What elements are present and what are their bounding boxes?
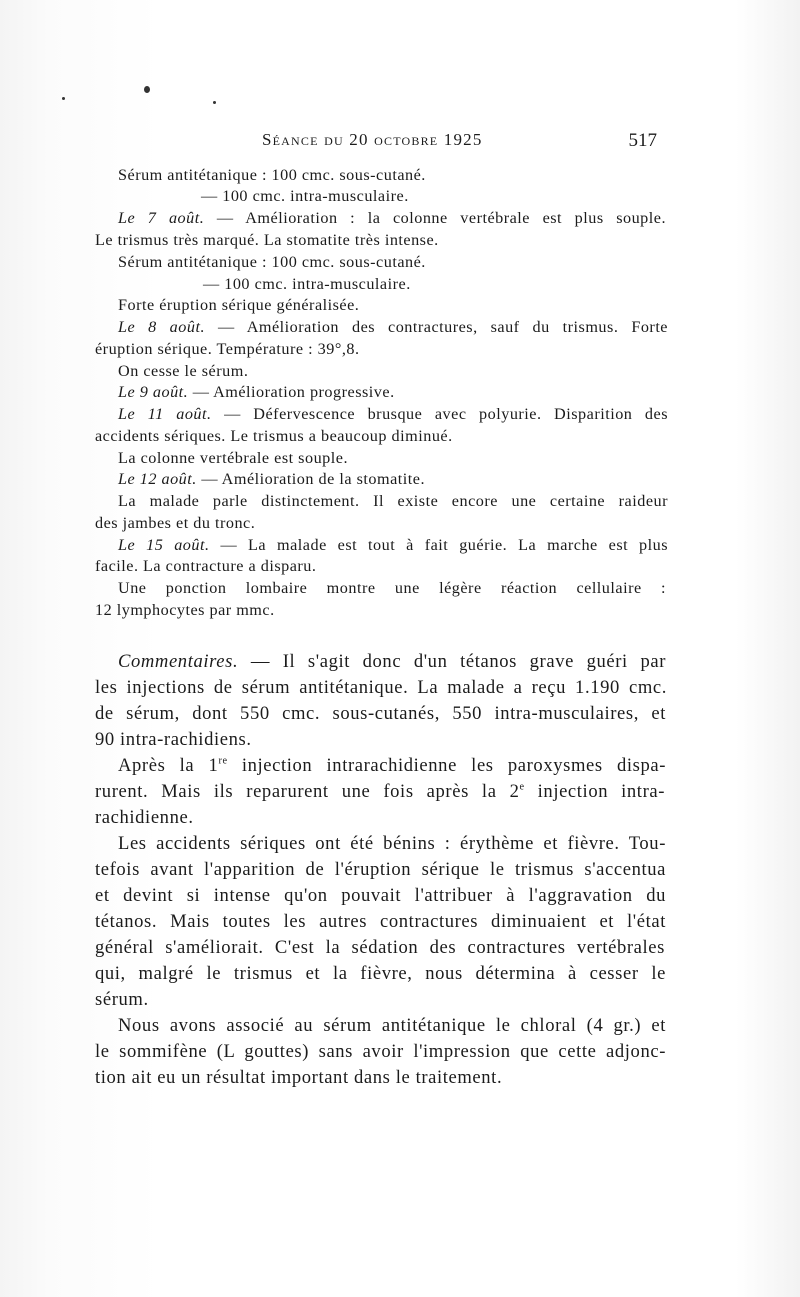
running-header [262, 130, 657, 154]
note-line-20: Une ponction lombaire montre une légère réaction cellulaire : [118, 579, 666, 597]
body-line-10: et devint si intense qu'on pouvait l'attribuer à l'aggravation du [95, 885, 666, 906]
body-line-7: rachidienne. [95, 807, 194, 828]
note-line-13: accidents sériques. Le trismus a beaucoup diminué. [95, 427, 453, 445]
body-line-15: Nous avons associé au sérum antitétanique le chloral (4 gr.) et [118, 1015, 666, 1036]
ink-speck [144, 86, 150, 93]
note-line-21: 12 lymphocytes par mmc. [95, 601, 275, 619]
date-label: Le 9 août. [118, 383, 189, 401]
date-label: Le 7 août. [118, 209, 205, 227]
body-line-16: le sommifène (L gouttes) sans avoir l'impression que cette adjonc- [95, 1041, 666, 1062]
note-line-15: Le 12 août. — Amélioration de la stomatite. [118, 470, 425, 488]
body-line-8: Les accidents sériques ont été bénins : érythème et fièvre. Tou- [118, 833, 666, 854]
note-line-8: Le 8 août. — Amélioration des contractures, sauf du trismus. Forte [118, 318, 668, 336]
body-line-2: les injections de sérum antitétanique. La malade a reçu 1.190 cmc. [95, 677, 667, 698]
note-line-5: Sérum antitétanique : 100 cmc. sous-cutané. [118, 253, 426, 271]
ink-speck [62, 97, 65, 100]
note-line-3: Le 7 août. — Amélioration : la colonne vertébrale est plus souple. [118, 209, 667, 227]
body-line-17: tion ait eu un résultat important dans le traitement. [95, 1067, 503, 1088]
body-line-9: tefois avant l'apparition de l'éruption sérique le trismus s'accentua [95, 859, 666, 880]
section-label: Commentaires. [118, 651, 239, 672]
note-line-6: — 100 cmc. intra-musculaire. [203, 275, 411, 293]
body-line-3: de sérum, dont 550 cmc. sous-cutanés, 550 intra-musculaires, et [95, 703, 666, 724]
page-number: 517 [628, 130, 657, 151]
body-line-4: 90 intra-rachidiens. [95, 729, 252, 750]
date-label: Le 8 août. [118, 318, 206, 336]
running-title: Séance du 20 octobre 1925 [262, 130, 483, 149]
note-line-14: La colonne vertébrale est souple. [118, 449, 348, 467]
note-line-9: éruption sérique. Température : 39°,8. [95, 340, 360, 358]
note-line-10: On cesse le sérum. [118, 362, 249, 380]
ink-speck [213, 101, 216, 104]
date-label: Le 15 août. [118, 536, 210, 554]
body-line-12: général s'améliorait. C'est la sédation des contractures vertébrales [95, 937, 665, 958]
note-line-19: facile. La contracture a disparu. [95, 557, 317, 575]
date-label: Le 12 août. [118, 470, 197, 488]
body-line-11: tétanos. Mais toutes les autres contractures diminuaient et l'état [95, 911, 666, 932]
body-line-1: Commentaires. — Il s'agit donc d'un tétanos grave guéri par [118, 651, 666, 672]
note-line-11: Le 9 août. — Amélioration progressive. [118, 383, 395, 401]
body-line-5: Après la 1re injection intrarachidienne les paroxysmes dispa- [118, 755, 667, 776]
note-line-12: Le 11 août. — Défervescence brusque avec polyurie. Disparition des [118, 405, 669, 423]
note-line-1: Sérum antitétanique : 100 cmc. sous-cutané. [118, 166, 426, 184]
note-line-7: Forte éruption sérique généralisée. [118, 296, 360, 314]
body-line-6: rurent. Mais ils reparurent une fois après la 2e injection intra- [95, 781, 666, 802]
note-line-16: La malade parle distinctement. Il existe encore une certaine raideur [118, 492, 668, 510]
note-line-17: des jambes et du tronc. [95, 514, 256, 532]
body-line-13: qui, malgré le trismus et la fièvre, nous détermina à cesser le [95, 963, 666, 984]
note-line-2: — 100 cmc. intra-musculaire. [201, 187, 409, 205]
body-line-14: sérum. [95, 989, 149, 1010]
date-label: Le 11 août. [118, 405, 212, 423]
note-line-18: Le 15 août. — La malade est tout à fait guérie. La marche est plus [118, 536, 669, 554]
note-line-4: Le trismus très marqué. La stomatite très intense. [95, 231, 439, 249]
